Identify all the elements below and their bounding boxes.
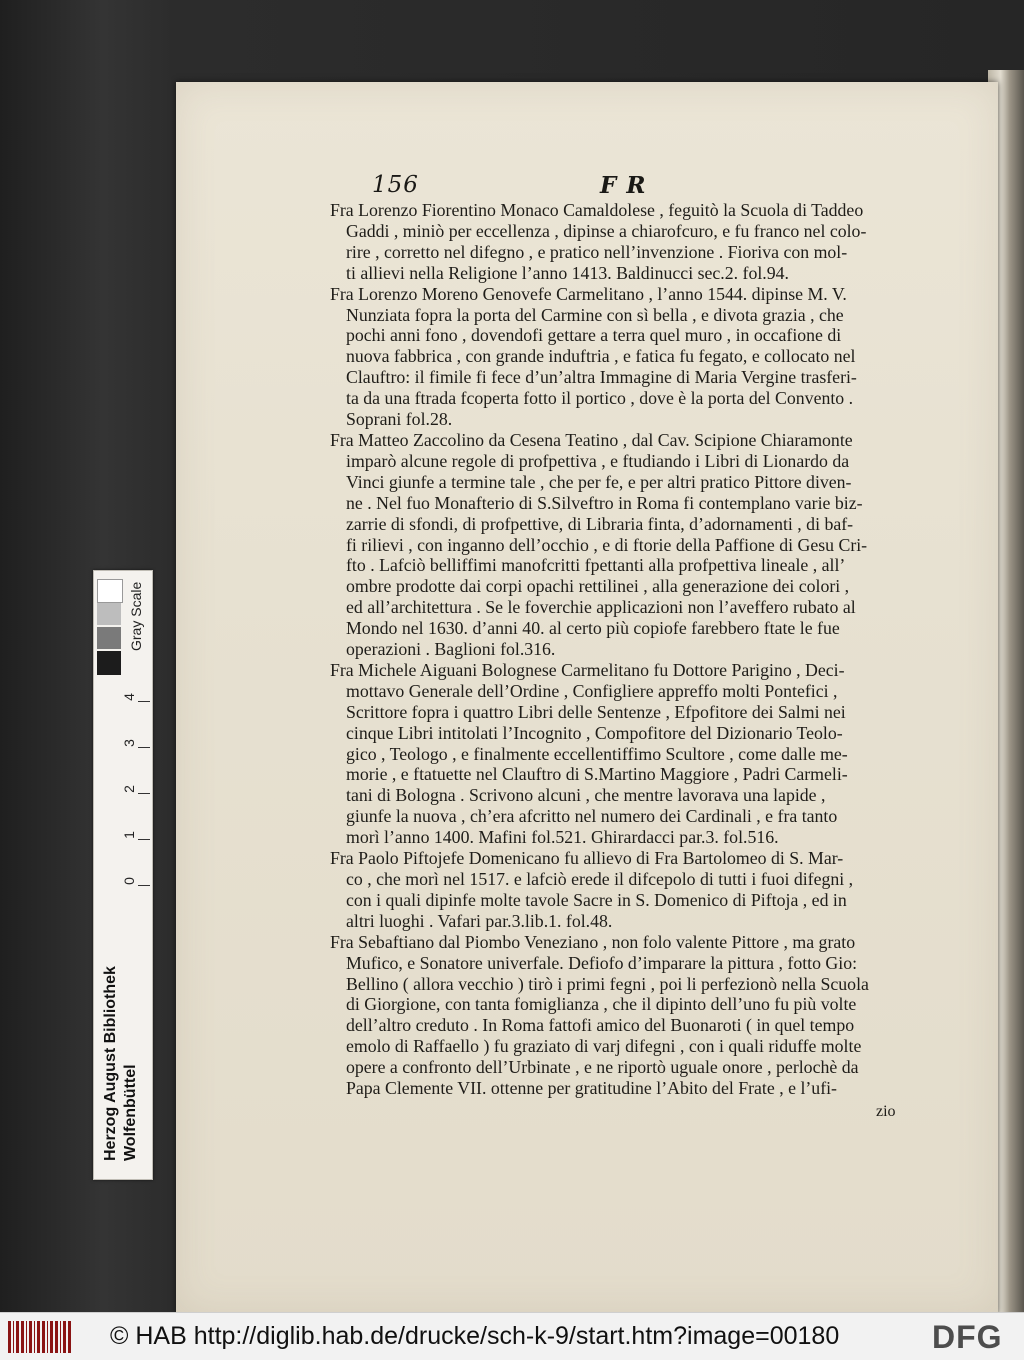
text-line: ti allievi nella Religione l’anno 1413. Baldinucci sec.2. fol.94.: [346, 262, 789, 283]
entry: [330, 848, 935, 932]
cm-tick: [138, 701, 150, 702]
scale-number: 4: [120, 693, 137, 701]
cm-tick: [138, 747, 150, 748]
running-head: [372, 172, 647, 199]
catchword: zio: [876, 1103, 896, 1120]
text-line: Nunziata fopra la porta del Carmine con sì bella , e divota grazia , che: [346, 304, 844, 325]
text-line: Fra Lorenzo Fiorentino Monaco Camaldolese , feguitò la Scuola di Taddeo: [330, 200, 864, 220]
entry: [330, 660, 935, 848]
text-line: nuova fabbrica , con grande induftria , e fatica fu fegato, e collocato nel: [346, 346, 856, 367]
text-line: altri luoghi . Vafari par.3.lib.1. fol.48.: [346, 910, 613, 931]
text-line: morie , e ftatuette nel Clauftro di S.Martino Maggiore , Padri Carmeli-: [346, 764, 848, 785]
text-line: fi rilievi , con inganno dell’occhio , e di ftorie della Paffione di Gesu Cri-: [346, 534, 868, 555]
scale-number: 2: [120, 785, 137, 793]
text-line: co , che morì nel 1517. e lafciò erede il difcepolo di tutti i fuoi difegni ,: [346, 869, 854, 889]
text-line: ne . Nel fuo Monafterio di S.Silveftro in Roma fi contemplano varie biz-: [346, 492, 863, 513]
text-line: Gaddi , miniò per eccellenza , dipinse a chiarofcuro, e fu franco nel colo-: [346, 220, 867, 241]
color-scale-ruler: Gray Scale 0 1 2 3 4 Herzog August Bibliothek Wolfenbüttel: [93, 570, 153, 1180]
text-line: Fra Lorenzo Moreno Genovefe Carmelitano , l’anno 1544. dipinse M. V.: [330, 283, 847, 304]
text-line: dell’altro creduto . In Roma fattofi amico del Buonaroti ( in quel tempo: [346, 1015, 855, 1036]
text-line: Fra Michele Aiguani Bolognese Carmelitano fu Dottore Parigino , Deci-: [330, 659, 845, 680]
text-line: pochi anni fono , dovendofi gettare a terra quel muro , in occafione di: [346, 325, 842, 346]
text-line: ombre prodotte dai corpi opachi rettilinei , alla generazione dei colori ,: [346, 576, 850, 597]
text-line: fto . Lafciò belliffimi manofcritti fpettanti alla profpettiva lineale , all’: [346, 555, 846, 576]
text-line: Scrittore fopra i quattro Libri delle Sentenze , Efpofitore dei Salmi nei: [346, 701, 846, 722]
entry: [330, 284, 935, 430]
dfg-logo: DFG: [932, 1319, 1003, 1355]
text-line: tani di Bologna . Scrivono alcuni , che mentre lavorava una lapide ,: [346, 785, 826, 806]
scale-number: 0: [120, 877, 137, 885]
text-line: ta da una ftrada fcoperta fotto il portico , dove è la porta del Convento .: [346, 388, 854, 409]
copyright-url[interactable]: © HAB http://diglib.hab.de/drucke/sch-k-9/start.htm?image=00180: [110, 1322, 840, 1350]
text-line: Fra Matteo Zaccolino da Cesena Teatino , dal Cav. Scipione Chiaramonte: [330, 429, 853, 450]
text-line: Fra Paolo Piftojefe Domenicano fu allievo di Fra Bartolomeo di S. Mar-: [330, 848, 844, 869]
text-line: opere a confronto dell’Urbinate , e ne riportò uguale onore , perlochè da: [346, 1057, 859, 1078]
scale-number: 3: [120, 739, 137, 747]
text-line: Clauftro: il fimile fi fece d’un’altra Immagine di Maria Vergine trasferi-: [346, 367, 857, 388]
text-line: rire , corretto nel difegno , e pratico nell’invenzione . Fioriva con mol-: [346, 241, 848, 262]
text-line: giunfe la nuova , ch’era afcritto nel numero dei Cardinali , e fra tanto: [346, 806, 838, 827]
gray-patch-white: [97, 579, 123, 603]
text-line: Soprani fol.28.: [346, 409, 453, 430]
text-line: imparò alcune regole di profpettiva , e ftudiando i Libri di Lionardo da: [346, 450, 850, 471]
entry: [330, 932, 935, 1099]
page-number: 156: [372, 172, 419, 198]
library-name: Herzog August Bibliothek: [102, 966, 119, 1161]
cm-tick: [138, 885, 150, 886]
text-line: mottavo Generale dell’Ordine , Configliere appreffo molti Pontefici ,: [346, 680, 838, 701]
text-line: Mondo nel 1630. d’anni 40. al certo più copiofe farebbero ftate le fue: [346, 618, 840, 639]
text-line: Bellino ( allora vecchio ) tirò i primi fegni , poi li perfezionò nella Scuola: [346, 973, 869, 994]
entry: [330, 200, 935, 284]
viewer-footer: [0, 1312, 1024, 1360]
gray-patch-light: [97, 603, 121, 625]
text-line: morì l’anno 1400. Mafini fol.521. Ghirardacci par.3. fol.516.: [346, 827, 779, 848]
text-line: di Giorgione, con tanta fomiglianza , che il dipinto dell’uno fu più volte: [346, 994, 857, 1015]
text-line: Papa Clemente VII. ottenne per gratitudine l’Abito del Frate , e l’ufi-: [346, 1078, 837, 1099]
cm-tick: [138, 839, 150, 840]
scale-number: 1: [120, 831, 137, 839]
text-line: ed all’architettura . Se le foverchie applicazioni non l’aveffero rubato al: [346, 597, 856, 618]
barcode-logo: [8, 1321, 71, 1353]
text-line: Fra Sebaftiano dal Piombo Veneziano , non folo valente Pittore , ma grato: [330, 931, 856, 952]
text-line: gico , Teologo , e finalmente eccellentiffimo Scultore , come dalle me-: [346, 743, 848, 764]
entry: [330, 430, 935, 660]
text-line: zarrie di sfondi, di profpettive, di Libraria finta, d’adornamenti , di baf-: [346, 513, 854, 534]
cm-tick: [138, 793, 150, 794]
gray-patch-black: [97, 651, 121, 675]
page-body-text: [330, 200, 935, 1099]
text-line: operazioni . Baglioni fol.316.: [346, 639, 556, 660]
text-line: con i quali dipinfe molte tavole Sacre in S. Domenico di Piftoja , ed in: [346, 889, 847, 910]
section-letters: F R: [600, 172, 647, 199]
text-line: emolo di Raffaello ) fu graziato di varj difegni , con i quali riduffe molte: [346, 1036, 862, 1057]
text-line: Vinci giunfe a termine tale , che per fe, e per altri pratico Pittore diven-: [346, 471, 852, 492]
text-line: cinque Libri intitolati l’Incognito , Compofitore del Dizionario Teolo-: [346, 722, 843, 743]
gray-patch-mid: [97, 627, 121, 649]
library-city: Wolfenbüttel: [122, 1064, 139, 1161]
text-line: Mufico, e Sonatore univerfale. Defiofo d’imparare la pittura , fotto Gio:: [346, 952, 858, 973]
